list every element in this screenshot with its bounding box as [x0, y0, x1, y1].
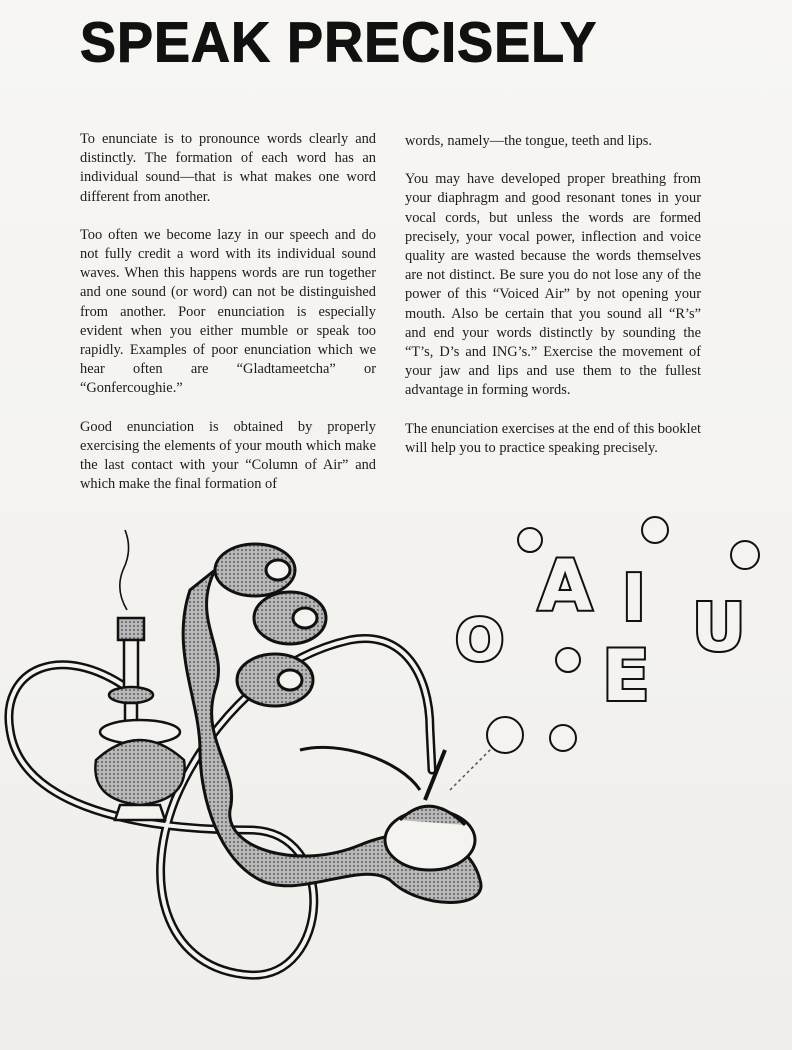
smoke-letter-i: I	[622, 562, 646, 636]
paragraph: The enunciation exercises at the end of this booklet will help you to practice speaking precisely.	[405, 420, 701, 456]
paragraph: words, namely—the tongue, teeth and lips.	[405, 133, 652, 149]
caterpillar-hookah-illustration	[0, 500, 792, 1020]
smoke-letter-e: E	[602, 635, 650, 717]
paragraph: You may have developed proper breathing from your diaphragm and good resonant tones in your vocal cords, but unless the words are formed precisely, your vocal power, inflection and voice quality are wasted because the words themselves are not distinct. Be sure you do not lose any of the power of this “Voiced Air” by not opening your mouth. Also be certain that you sound all “R’s” and end your words distinctly by sounding the “T’s, D’s and ING’s.” Exercise the movement of your jaw and lips and use them to the fullest advantage in forming words.	[405, 171, 701, 399]
paragraph: Too often we become lazy in our speech and do not fully credit a word with its individual sound waves. When this happens words are run together and one sound (or word) can not be distinguished from another. Poor enunciation is especially evident when you either mumble or speak too rapidly. Examples of poor enunciation which we hear often are “Gladtameetcha” or “Gonfercoughie.”	[80, 226, 376, 397]
paragraph: Good enunciation is obtained by properly exercising the elements of your mouth which make the last contact with your “Column of Air” and which make the final formation of	[80, 418, 376, 493]
smoke-letter-u: U	[692, 589, 746, 666]
right-column	[405, 132, 701, 477]
left-column	[80, 130, 376, 513]
paragraph: To enunciate is to pronounce words clearly and distinctly. The formation of each word has an individual sound—that is what makes one word different from another.	[80, 131, 376, 205]
smoke-letter-a: A	[538, 545, 593, 627]
smoke-letter-o: O	[455, 606, 505, 674]
page-title: SPEAK PRECISELY	[80, 11, 598, 75]
smoke-letters	[455, 545, 746, 717]
caterpillar	[183, 544, 495, 903]
